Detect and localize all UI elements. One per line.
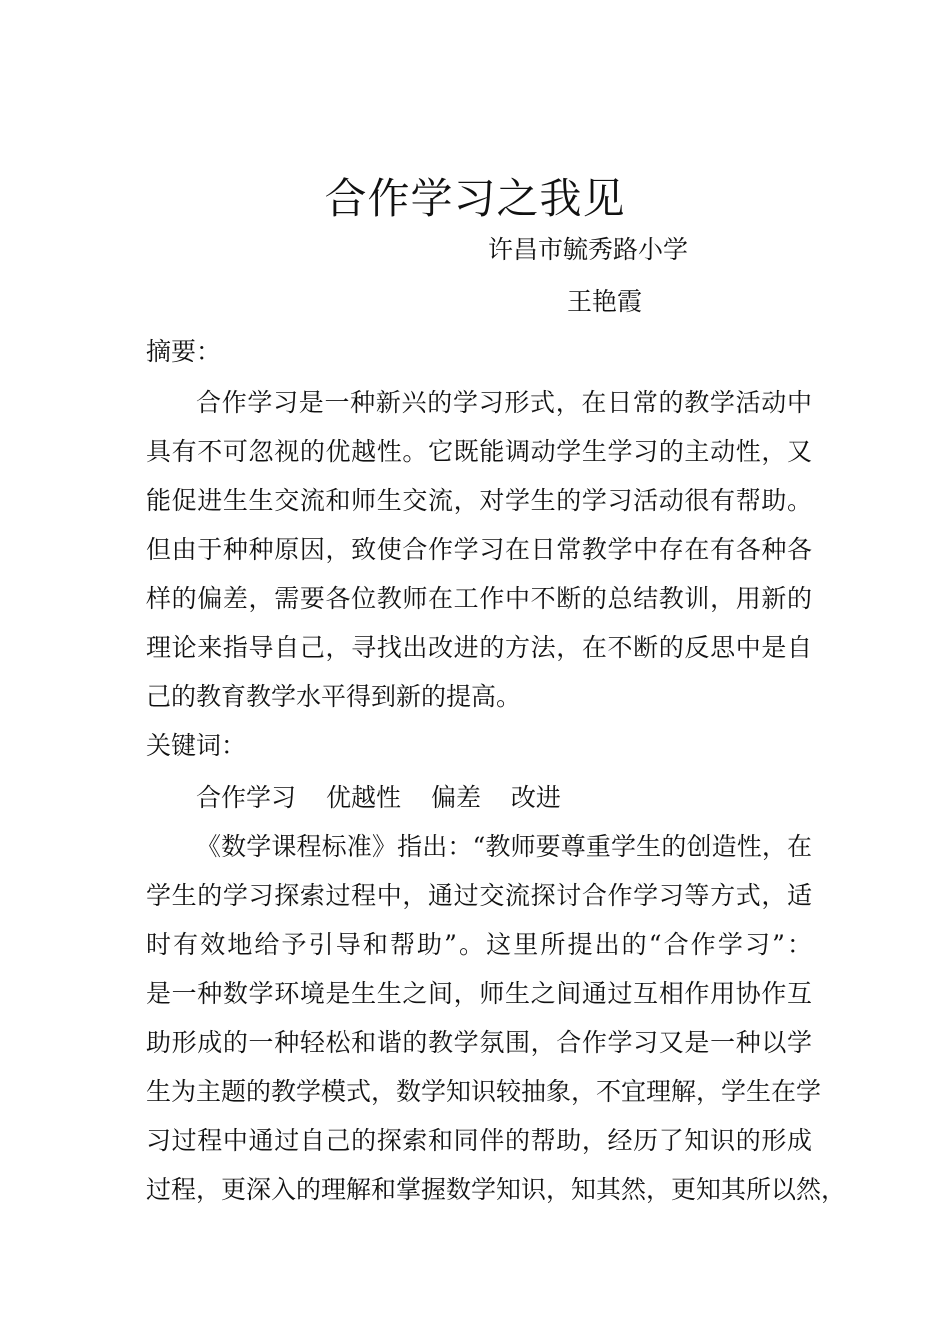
body-line: 助形成的一种轻松和谐的教学氛围，合作学习又是一种以学 (146, 1028, 812, 1057)
author-name: 王艳霞 (567, 287, 643, 316)
abstract-line: 合作学习是一种新兴的学习形式，在日常的教学活动中 (196, 388, 812, 417)
body-line: 习过程中通过自己的探索和同伴的帮助，经历了知识的形成 (146, 1126, 812, 1155)
keyword-item: 偏差 (430, 783, 481, 812)
body-line: 《数学课程标准》指出：“教师要尊重学生的创造性，在 (196, 832, 812, 861)
keywords-list (196, 778, 583, 818)
body-line: 生为主题的教学模式，数学知识较抽象，不宜理解，学生在学 (146, 1077, 822, 1106)
abstract-line: 样的偏差，需要各位教师在工作中不断的总结教训，用新的 (146, 584, 812, 613)
school-name: 许昌市毓秀路小学 (488, 235, 689, 264)
keyword-item: 优越性 (325, 783, 401, 812)
keyword-item: 合作学习 (196, 783, 297, 812)
abstract-line: 但由于种种原因，致使合作学习在日常教学中存在有各种各 (146, 535, 812, 564)
body-line: 学生的学习探索过程中，通过交流探讨合作学习等方式，适 (146, 881, 812, 910)
abstract-line: 理论来指导自己，寻找出改进的方法，在不断的反思中是自 (146, 633, 812, 662)
document-title: 合作学习之我见 (324, 174, 626, 223)
body-line: 过程，更深入的理解和掌握数学知识，知其然，更知其所以然， (146, 1175, 847, 1204)
abstract-line: 具有不可忽视的优越性。它既能调动学生学习的主动性，又 (146, 437, 812, 466)
abstract-line: 能促进生生交流和师生交流，对学生的学习活动很有帮助。 (146, 486, 812, 515)
abstract-line: 己的教育教学水平得到新的提高。 (146, 682, 522, 711)
abstract-label: 摘要： (146, 337, 222, 366)
body-line: 时有效地给予引导和帮助”。这里所提出的“合作学习”： (146, 930, 812, 959)
body-line: 是一种数学环境是生生之间，师生之间通过互相作用协作互 (146, 979, 812, 1008)
keyword-item: 改进 (510, 783, 561, 812)
keywords-label: 关键词： (146, 731, 247, 760)
